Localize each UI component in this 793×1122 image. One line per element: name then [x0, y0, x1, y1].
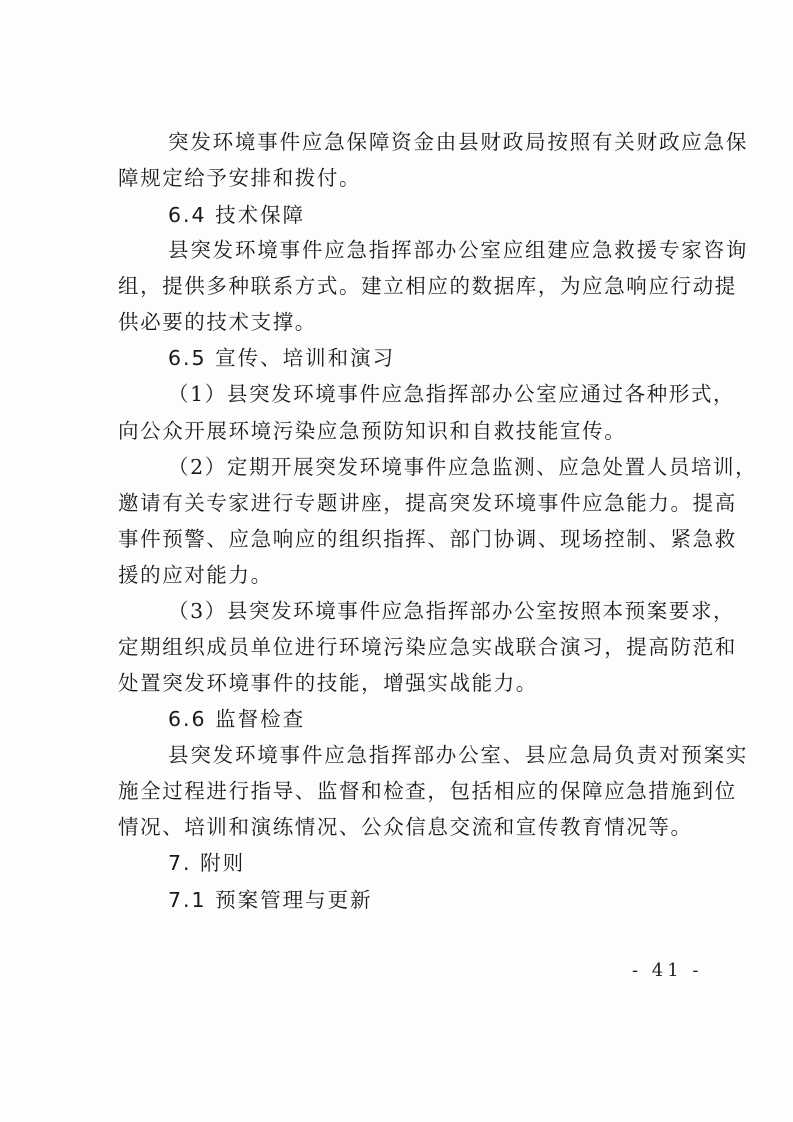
paragraph-line: （3）县突发环境事件应急指挥部办公室按照本预案要求， [168, 599, 736, 623]
paragraph-line: 处置突发环境事件的技能，增强实战能力。 [118, 671, 538, 695]
paragraph-line: 定期组织成员单位进行环境污染应急实战联合演习，提高防范和 [118, 635, 737, 659]
paragraph-line: 向公众开展环境污染应急预防知识和自救技能宣传。 [118, 419, 627, 443]
paragraph-line: 援的应对能力。 [118, 563, 273, 587]
paragraph-line: 组，提供多种联系方式。建立相应的数据库，为应急响应行动提 [118, 274, 737, 298]
section-heading: 6.6 监督检查 [168, 707, 306, 731]
chapter-heading: 7. 附则 [168, 851, 246, 875]
paragraph-line: 情况、培训和演练情况、公众信息交流和宣传教育情况等。 [118, 815, 693, 839]
paragraph-line: 县突发环境事件应急指挥部办公室、县应急局负责对预案实 [168, 743, 748, 767]
paragraph-line: 事件预警、应急响应的组织指挥、部门协调、现场控制、紧急救 [118, 527, 737, 551]
paragraph-line: 邀请有关专家进行专题讲座，提高突发环境事件应急能力。提高 [118, 491, 737, 515]
paragraph-line: （2）定期开展突发环境事件应急监测、应急处置人员培训， [168, 455, 758, 479]
section-heading: 7.1 预案管理与更新 [168, 888, 373, 912]
page-number: - 41 - [632, 960, 703, 981]
paragraph-line: 供必要的技术支撑。 [118, 310, 317, 334]
paragraph-line: 突发环境事件应急保障资金由县财政局按照有关财政应急保 [168, 130, 748, 154]
paragraph-line: 施全过程进行指导、监督和检查，包括相应的保障应急措施到位 [118, 779, 737, 803]
paragraph-line: 障规定给予安排和拨付。 [118, 166, 362, 190]
section-heading: 6.5 宣传、培训和演习 [168, 346, 396, 370]
paragraph-line: 县突发环境事件应急指挥部办公室应组建应急救援专家咨询 [168, 238, 748, 262]
paragraph-line: （1）县突发环境事件应急指挥部办公室应通过各种形式， [168, 382, 736, 406]
section-heading: 6.4 技术保障 [168, 203, 306, 227]
